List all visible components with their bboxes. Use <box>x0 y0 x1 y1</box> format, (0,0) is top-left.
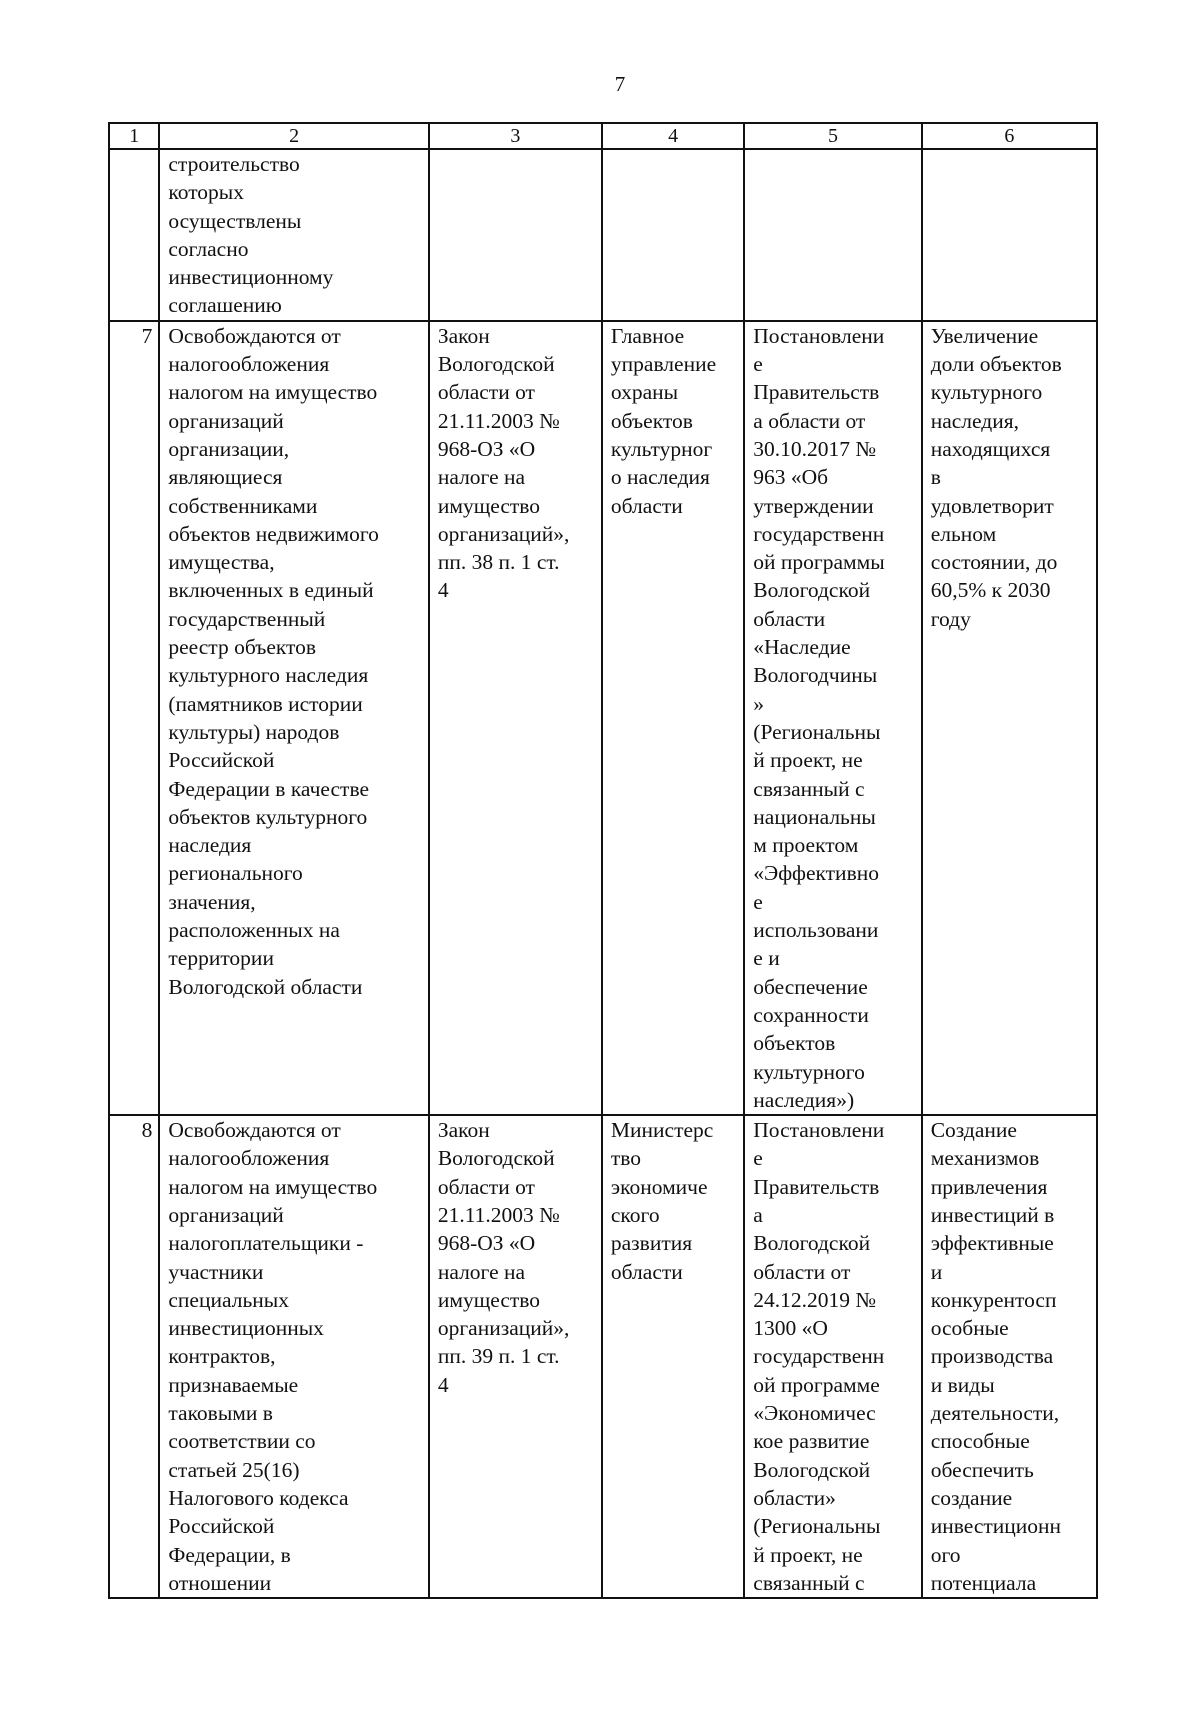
curator-cell: Главное управление охраны объектов культурног о наследия области <box>602 321 744 1115</box>
goal-cell: Создание механизмов привлечения инвестиций в эффективные и конкурентосп особные производства и виды деятельности, способные обеспечить создание инвестиционн ого потенциала <box>922 1115 1097 1598</box>
curator-cell: Министерс тво экономиче ского развития области <box>602 1115 744 1598</box>
column-number-6: 6 <box>922 123 1097 149</box>
page-number: 7 <box>614 72 626 96</box>
row-number-cell: 7 <box>109 321 159 1115</box>
goal-cell <box>922 149 1097 321</box>
goal-cell: Увеличение доли объектов культурного наследия, находящихся в удовлетворит ельном состоянии, до 60,5% к 2030 году <box>922 321 1097 1115</box>
program-cell <box>744 149 921 321</box>
legal-basis-cell: Закон Вологодской области от 21.11.2003 № 968-ОЗ «О налоге на имущество организаций», пп. 39 п. 1 ст. 4 <box>429 1115 602 1598</box>
benefit-description-cell: Освобождаются от налогообложения налогом на имущество организаций налогоплательщики - участники специальных инвестиционных контрактов, признаваемые таковыми в соответствии со статьей 25(16) Налогового кодекса Российской Федерации, в отношении <box>159 1115 428 1598</box>
column-number-2: 2 <box>159 123 428 149</box>
legal-basis-cell <box>429 149 602 321</box>
row-number-cell: 8 <box>109 1115 159 1598</box>
table-header-row <box>109 123 1097 149</box>
legal-basis-cell: Закон Вологодской области от 21.11.2003 № 968-ОЗ «О налоге на имущество организаций», пп. 38 п. 1 ст. 4 <box>429 321 602 1115</box>
program-cell: Постановлени е Правительств а Вологодской области от 24.12.2019 № 1300 «О государственн ой программе «Экономичес кое развитие Вологодской области» (Региональны й проект, не связанный с <box>744 1115 921 1598</box>
benefit-description-cell: строительство которых осуществлены согласно инвестиционному соглашению <box>159 149 428 321</box>
column-number-4: 4 <box>602 123 744 149</box>
program-cell: Постановлени е Правительств а области от 30.10.2017 № 963 «Об утверждении государственн ой программы Вологодской области «Наследие Вологодчины » (Региональны й проект, не связанный с национальны м проектом «Эффективно е использовани е и обеспечение сохранности объектов культурного наследия») <box>744 321 921 1115</box>
tax-benefits-table <box>108 122 1098 1599</box>
row-number-cell <box>109 149 159 321</box>
benefit-description-cell: Освобождаются от налогообложения налогом на имущество организаций организации, являющиеся собственниками объектов недвижимого имущества, включенных в единый государственный реестр объектов культурного наследия (памятников истории культуры) народов Российской Федерации в качестве объектов культурного наследия регионального значения, расположенных на территории Вологодской области <box>159 321 428 1115</box>
table-row-continued <box>109 149 1097 321</box>
column-number-1: 1 <box>109 123 159 149</box>
column-number-3: 3 <box>429 123 602 149</box>
column-number-5: 5 <box>744 123 921 149</box>
curator-cell <box>602 149 744 321</box>
table-row <box>109 1115 1097 1598</box>
table-row <box>109 321 1097 1115</box>
